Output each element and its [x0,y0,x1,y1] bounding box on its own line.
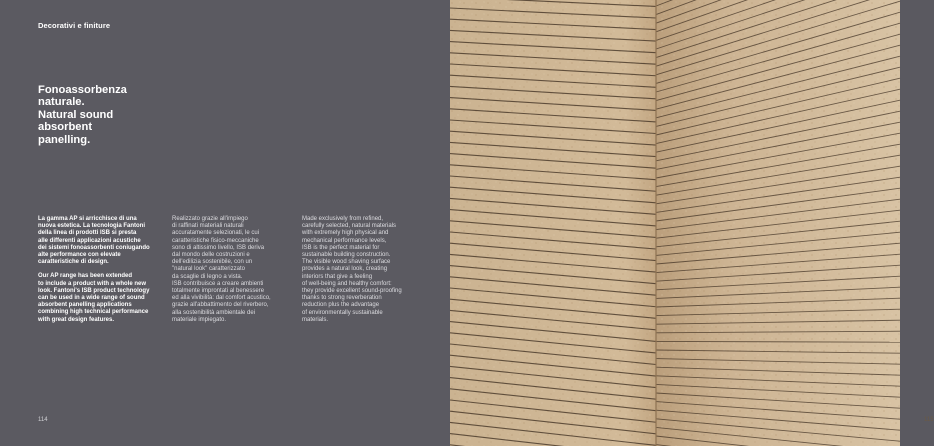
left-page [0,0,450,446]
wood-shaving-texture [450,0,900,446]
text-line: alla sostenibilità ambientale dei [172,309,256,316]
text-line: da scaglie di legno a vista. [172,273,243,280]
intro-paragraph-english [38,273,166,323]
headline-line: panelling. [38,133,91,146]
headline-line: Fonoassorbenza [38,84,127,96]
text-line: La gamma AP si arricchisce di una [38,216,137,222]
text-line: Our AP range has been extended [38,273,133,280]
text-line: grazie all'abbattimento del riverbero, [172,302,269,309]
section-label: Decorativi e finiture [38,21,111,30]
text-line: provides a natural look, creating [302,266,388,273]
body-column-italian [172,216,300,324]
text-line: look. Fantoni's ISB product technology [38,287,150,294]
text-line: interiors that give a feeling [302,273,373,280]
text-line: dei sistemi fonoassorbenti coniugando [38,244,150,251]
text-line: ISB contribuisce a creare ambienti [172,280,264,287]
text-line: totalmente improntati al benessere [172,288,265,295]
text-line: reduction plus the advantage [302,302,380,309]
text-line: dell'edilizia sostenibile, con un [172,259,253,266]
text-line: sono di altissimo livello, ISB deriva [172,244,265,251]
headline-line: absorbent [38,121,93,134]
text-line: thanks to strong reverberation [302,295,382,302]
text-line: sustainable building construction. [302,252,391,259]
text-line: with great design features. [38,316,115,323]
text-line: ed alla vivibilità: dal comfort acustico, [172,295,271,302]
text-line: ISB is the perfect material for [302,244,380,251]
text-line: combining high technical performance [38,309,149,316]
text-line: nuova estetica. La tecnologia Fantoni [38,223,146,230]
headline-line: naturale. [38,96,85,109]
text-line: carefully selected, natural materials [302,223,397,230]
text-line: to include a product with a whole new [38,280,147,287]
text-line: they provide excellent sound-proofing [302,288,402,295]
page-number-right: 115 [924,417,934,423]
text-line: can be used in a wide range of sound [38,295,145,302]
headline-line: Natural sound [38,108,114,121]
text-line: "natural look" caratterizzato [172,266,245,273]
text-line: dal mondo delle costruzioni e [172,252,250,259]
intro-paragraph-italian [38,216,166,266]
text-line: materials. [302,316,329,323]
text-line: alle differenti applicazioni acustiche [38,237,141,244]
text-line: absorbent panelling applications [38,302,132,309]
text-line: materiale impiegato. [172,316,227,323]
text-line: della linea di prodotti ISB si presta [38,230,137,237]
body-column-english [302,216,430,324]
text-line: alte performance con elevate [38,252,121,259]
text-line: of environmentally sustainable [302,309,383,316]
text-line: with extremely high physical and [302,230,389,237]
page-number-left: 114 [38,417,48,423]
text-line: Realizzato grazie all'impiego [172,216,248,222]
wood-panel-photo-image [450,0,900,446]
text-line: di raffinati materiali naturali [172,223,244,230]
intro-column [38,216,166,324]
headline [38,84,168,146]
text-line: of well-being and healthy comfort: [302,280,392,287]
text-line: caratteristiche fisico-meccaniche [172,237,259,244]
text-line: mechanical performance levels, [302,237,387,244]
text-line: The visible wood shaving surface [302,259,391,266]
text-line: Made exclusively from refined, [302,216,384,222]
wood-panel-corner-photo [450,0,934,446]
text-line: accuratamente selezionati, le cui [172,230,260,237]
text-line: caratteristiche di design. [38,259,109,266]
